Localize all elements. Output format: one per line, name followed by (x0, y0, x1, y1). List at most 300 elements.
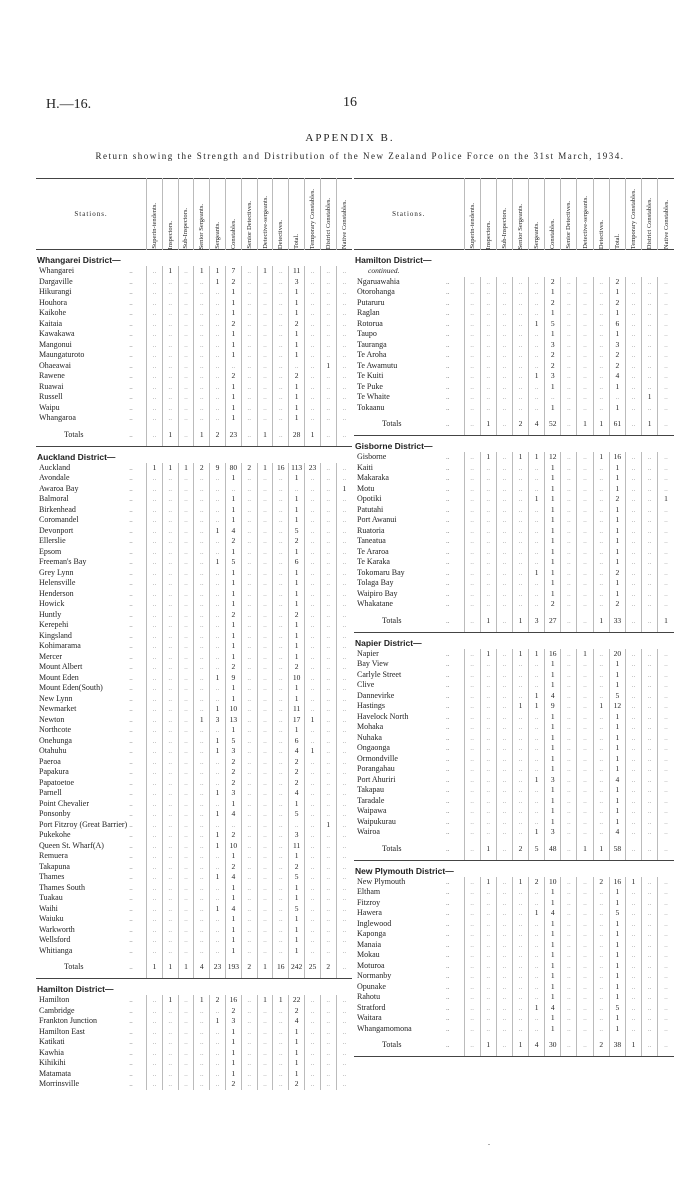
value-cell: .. (257, 830, 273, 841)
value-cell: .. (178, 652, 194, 663)
value-cell: 4 (225, 809, 241, 820)
value-cell: .. (178, 862, 194, 873)
value-cell: .. (273, 277, 289, 288)
value-cell: .. (658, 298, 674, 309)
value-cell: .. (147, 1058, 163, 1069)
value-cell: .. (257, 1006, 273, 1017)
value-cell: 1 (545, 515, 561, 526)
value-cell: .. (178, 809, 194, 820)
value-cell: .. (577, 494, 593, 505)
value-cell: .. (496, 929, 512, 940)
station-name: Taradale (357, 795, 385, 805)
table-row (354, 971, 674, 982)
value-cell: 242 (289, 956, 305, 979)
value-cell: .. (241, 662, 257, 673)
value-cell: .. (561, 340, 577, 351)
value-cell: .. (289, 484, 305, 495)
table-row (36, 662, 352, 673)
value-cell: .. (320, 392, 336, 403)
value-cell: .. (496, 712, 512, 723)
value-cell: .. (336, 946, 352, 957)
station-name: Ellerslie (39, 536, 66, 546)
value-cell: .. (305, 1016, 321, 1027)
leader-dots: .. (446, 681, 450, 690)
value-cell: .. (336, 956, 352, 979)
value-cell: 1 (289, 935, 305, 946)
table-row (36, 788, 352, 799)
value-cell: 1 (609, 743, 625, 754)
value-cell: .. (273, 872, 289, 883)
column-header (593, 179, 609, 250)
value-cell: .. (496, 277, 512, 288)
value-cell: .. (162, 319, 178, 330)
value-cell: .. (561, 371, 577, 382)
value-cell: .. (496, 403, 512, 414)
value-cell: .. (577, 950, 593, 961)
value-cell: 1 (225, 568, 241, 579)
value-cell: .. (658, 827, 674, 838)
table-row (36, 704, 352, 715)
value-cell: .. (593, 329, 609, 340)
value-cell: 1 (545, 806, 561, 817)
value-cell: .. (529, 1013, 545, 1024)
leader-dots: .. (129, 589, 133, 598)
value-cell: .. (257, 715, 273, 726)
value-cell: 1 (289, 893, 305, 904)
value-cell: 2 (225, 830, 241, 841)
station-name: Kaponga (357, 929, 386, 939)
value-cell: .. (178, 308, 194, 319)
value-cell: .. (593, 547, 609, 558)
value-cell: .. (464, 403, 480, 414)
value-cell: .. (577, 1034, 593, 1057)
value-cell: .. (257, 329, 273, 340)
value-cell: .. (241, 1027, 257, 1038)
value-cell: .. (162, 757, 178, 768)
column-header (609, 179, 625, 250)
value-cell: 1 (225, 1037, 241, 1048)
table-row (354, 515, 674, 526)
table-row (36, 568, 352, 579)
value-cell: .. (561, 610, 577, 633)
value-cell: .. (512, 971, 528, 982)
value-cell: .. (496, 722, 512, 733)
value-cell: .. (241, 925, 257, 936)
value-cell: 1 (162, 424, 178, 447)
value-cell: .. (273, 893, 289, 904)
value-cell: .. (241, 277, 257, 288)
value-cell: .. (561, 785, 577, 796)
value-cell: .. (642, 733, 658, 744)
station-name: Ponsonby (39, 809, 71, 819)
value-cell: .. (529, 817, 545, 828)
value-cell: .. (642, 817, 658, 828)
value-cell: .. (464, 691, 480, 702)
value-cell: .. (147, 599, 163, 610)
value-cell: .. (257, 371, 273, 382)
value-cell: 1 (210, 526, 226, 537)
table-row (36, 946, 352, 957)
value-cell: 2 (609, 298, 625, 309)
value-cell: .. (162, 547, 178, 558)
value-cell: .. (561, 382, 577, 393)
value-cell: .. (480, 308, 496, 319)
value-cell: .. (336, 1069, 352, 1080)
station-name: Freeman's Bay (39, 557, 87, 567)
leader-dots: .. (446, 484, 450, 493)
station-name: New Plymouth (357, 876, 406, 886)
table-row (36, 266, 352, 277)
value-cell: .. (642, 526, 658, 537)
table-row (36, 715, 352, 726)
value-cell: .. (512, 484, 528, 495)
table-row (36, 652, 352, 663)
value-cell: 1 (480, 877, 496, 888)
value-cell: .. (561, 887, 577, 898)
value-cell: .. (305, 547, 321, 558)
value-cell: 17 (289, 715, 305, 726)
value-cell: .. (147, 515, 163, 526)
value-cell: .. (178, 851, 194, 862)
value-cell: 2 (225, 662, 241, 673)
value-cell: 1 (545, 743, 561, 754)
value-cell: .. (257, 526, 273, 537)
value-cell: .. (658, 308, 674, 319)
value-cell: 80 (225, 463, 241, 474)
leader-dots: .. (446, 558, 450, 567)
value-cell: 1 (289, 599, 305, 610)
stations-header: Stations. (392, 210, 426, 218)
station-name: Hikurangi (39, 287, 72, 297)
value-cell: .. (305, 287, 321, 298)
value-cell: .. (496, 1013, 512, 1024)
value-cell: .. (241, 1058, 257, 1069)
value-cell: 1 (210, 557, 226, 568)
value-cell: .. (496, 526, 512, 537)
value-cell: .. (273, 403, 289, 414)
value-cell: .. (464, 898, 480, 909)
value-cell: 1 (609, 287, 625, 298)
value-cell: .. (464, 1013, 480, 1024)
value-cell: .. (658, 982, 674, 993)
table-row (354, 319, 674, 330)
value-cell: .. (480, 929, 496, 940)
value-cell: 4 (289, 746, 305, 757)
value-cell: .. (162, 413, 178, 424)
value-cell: .. (593, 589, 609, 600)
value-cell: .. (257, 599, 273, 610)
value-cell: 1 (609, 515, 625, 526)
value-cell: .. (593, 403, 609, 414)
value-cell: 2 (609, 350, 625, 361)
value-cell: .. (577, 536, 593, 547)
value-cell: .. (593, 908, 609, 919)
value-cell: .. (496, 908, 512, 919)
value-cell: .. (336, 862, 352, 873)
station-name: Stratford (357, 1002, 386, 1012)
district-name: Whangarei District— (37, 255, 121, 265)
value-cell: .. (162, 494, 178, 505)
value-cell: .. (162, 1016, 178, 1027)
value-cell: .. (658, 287, 674, 298)
value-cell: .. (625, 919, 641, 930)
value-cell: .. (561, 982, 577, 993)
station-name: Taupo (357, 329, 377, 339)
value-cell: .. (273, 851, 289, 862)
value-cell: .. (320, 568, 336, 579)
value-cell: .. (305, 371, 321, 382)
value-cell: .. (577, 992, 593, 1003)
value-cell: .. (147, 589, 163, 600)
value-cell: .. (178, 505, 194, 516)
value-cell: .. (194, 277, 210, 288)
leader-dots: .. (129, 382, 133, 391)
value-cell: .. (593, 754, 609, 765)
value-cell: .. (320, 893, 336, 904)
value-cell: .. (178, 568, 194, 579)
value-cell: .. (178, 935, 194, 946)
value-cell: .. (210, 862, 226, 873)
value-cell: .. (336, 893, 352, 904)
value-cell: .. (496, 887, 512, 898)
value-cell: 1 (225, 298, 241, 309)
value-cell: .. (658, 463, 674, 474)
value-cell: .. (561, 452, 577, 463)
value-cell: .. (241, 904, 257, 915)
station-name: Mohaka (357, 722, 384, 732)
value-cell: .. (320, 505, 336, 516)
table-row (354, 578, 674, 589)
value-cell: .. (194, 904, 210, 915)
value-cell: 2 (241, 956, 257, 979)
value-cell: .. (496, 733, 512, 744)
value-cell: 1 (642, 392, 658, 403)
value-cell: .. (273, 652, 289, 663)
station-name: Mount Eden(South) (39, 683, 103, 693)
value-cell: .. (162, 392, 178, 403)
value-cell: .. (480, 589, 496, 600)
station-name: Tolaga Bay (357, 578, 394, 588)
leader-dots: .. (129, 526, 133, 535)
value-cell: .. (257, 1058, 273, 1069)
value-cell: 1 (289, 694, 305, 705)
column-header (320, 179, 336, 250)
value-cell: .. (512, 722, 528, 733)
value-cell: .. (320, 778, 336, 789)
district-heading-row (354, 632, 674, 649)
value-cell: 1 (210, 809, 226, 820)
value-cell: .. (257, 809, 273, 820)
value-cell: .. (305, 683, 321, 694)
value-cell: .. (210, 893, 226, 904)
station-name: Napier (357, 648, 379, 658)
value-cell: .. (273, 820, 289, 831)
value-cell: .. (593, 382, 609, 393)
leader-dots: .. (129, 996, 133, 1005)
value-cell: .. (320, 1058, 336, 1069)
leader-dots: .. (446, 568, 450, 577)
value-cell: .. (320, 308, 336, 319)
value-cell: .. (625, 817, 641, 828)
value-cell: .. (273, 914, 289, 925)
value-cell: .. (593, 961, 609, 972)
table-row (354, 392, 674, 403)
value-cell: .. (577, 982, 593, 993)
value-cell: 1 (529, 827, 545, 838)
leader-dots: .. (129, 778, 133, 787)
value-cell: 2 (289, 767, 305, 778)
value-cell: .. (257, 1048, 273, 1059)
station-name: Tauranga (357, 339, 387, 349)
value-cell: .. (642, 691, 658, 702)
value-cell: 1 (609, 403, 625, 414)
leader-dots: .. (129, 288, 133, 297)
value-cell: 2 (289, 610, 305, 621)
value-cell: .. (336, 809, 352, 820)
value-cell: .. (512, 599, 528, 610)
value-cell: .. (210, 287, 226, 298)
leader-dots: .. (129, 757, 133, 766)
value-cell: .. (194, 1006, 210, 1017)
station-name: Tokomaru Bay (357, 567, 405, 577)
column-header (210, 179, 226, 250)
value-cell: .. (273, 505, 289, 516)
value-cell: 1 (577, 649, 593, 660)
value-cell: 9 (210, 463, 226, 474)
value-cell: 1 (225, 683, 241, 694)
value-cell: .. (273, 319, 289, 330)
value-cell: .. (642, 329, 658, 340)
value-cell: 6 (289, 557, 305, 568)
table-row (36, 841, 352, 852)
value-cell: .. (512, 1024, 528, 1035)
value-cell: 1 (545, 680, 561, 691)
table-row (354, 877, 674, 888)
value-cell: .. (305, 904, 321, 915)
value-cell: 1 (593, 610, 609, 633)
value-cell: 1 (225, 599, 241, 610)
value-cell: .. (273, 746, 289, 757)
value-cell: .. (561, 940, 577, 951)
value-cell: .. (257, 536, 273, 547)
table-row (354, 961, 674, 972)
value-cell: .. (512, 743, 528, 754)
value-cell: .. (658, 589, 674, 600)
value-cell: .. (257, 736, 273, 747)
station-name: Te Karaka (357, 557, 390, 567)
value-cell: .. (577, 589, 593, 600)
value-cell: .. (496, 796, 512, 807)
table-row (354, 775, 674, 786)
station-name: Queen St. Wharf(A) (39, 840, 104, 850)
station-name: Putaruru (357, 297, 385, 307)
value-cell: .. (512, 796, 528, 807)
table-row (36, 799, 352, 810)
value-cell: .. (178, 704, 194, 715)
value-cell: .. (336, 788, 352, 799)
value-cell: .. (512, 961, 528, 972)
value-cell: .. (577, 392, 593, 403)
value-cell: .. (336, 995, 352, 1006)
value-cell: .. (194, 319, 210, 330)
value-cell: .. (162, 883, 178, 894)
value-cell: .. (273, 424, 289, 447)
value-cell: .. (512, 827, 528, 838)
value-cell: .. (241, 505, 257, 516)
leader-dots: .. (446, 600, 450, 609)
station-name: Auckland (39, 462, 71, 472)
value-cell: .. (162, 694, 178, 705)
value-cell: 1 (625, 1034, 641, 1057)
value-cell: .. (210, 652, 226, 663)
station-name: Mokau (357, 950, 380, 960)
value-cell: .. (512, 371, 528, 382)
table-row (36, 725, 352, 736)
value-cell: .. (658, 361, 674, 372)
value-cell: 2 (225, 277, 241, 288)
value-cell: .. (658, 1024, 674, 1035)
value-cell: 1 (289, 308, 305, 319)
station-name: Pukekohe (39, 830, 71, 840)
value-cell: .. (273, 715, 289, 726)
value-cell: .. (642, 838, 658, 861)
value-cell: .. (625, 1003, 641, 1014)
value-cell: .. (464, 329, 480, 340)
value-cell: 1 (545, 536, 561, 547)
value-cell: .. (210, 610, 226, 621)
leader-dots: .. (446, 951, 450, 960)
value-cell: 2 (609, 361, 625, 372)
table-row (354, 806, 674, 817)
station-name: Birkenhead (39, 504, 76, 514)
value-cell: .. (320, 995, 336, 1006)
table-row (354, 287, 674, 298)
value-cell: 1 (289, 403, 305, 414)
station-name: Whangamomona (357, 1023, 412, 1033)
value-cell: .. (577, 929, 593, 940)
station-name: Morrinsville (39, 1079, 79, 1089)
value-cell: .. (480, 898, 496, 909)
value-cell: .. (464, 494, 480, 505)
value-cell: .. (147, 392, 163, 403)
value-cell: .. (273, 557, 289, 568)
column-header (273, 179, 289, 250)
station-name: Hawera (357, 908, 382, 918)
value-cell: 5 (289, 904, 305, 915)
value-cell: .. (241, 641, 257, 652)
value-cell: .. (577, 340, 593, 351)
value-cell: 1 (609, 940, 625, 951)
column-header-label: Native Constables. (340, 199, 348, 249)
station-name: Mount Albert (39, 662, 83, 672)
value-cell: .. (529, 929, 545, 940)
value-cell: .. (210, 536, 226, 547)
value-cell: .. (210, 413, 226, 424)
value-cell: .. (320, 830, 336, 841)
value-cell: .. (561, 817, 577, 828)
value-cell: .. (178, 746, 194, 757)
value-cell: 5 (609, 908, 625, 919)
value-cell: .. (241, 547, 257, 558)
value-cell: .. (210, 1006, 226, 1017)
station-name: Nuhaka (357, 732, 382, 742)
value-cell: .. (225, 484, 241, 495)
value-cell: .. (496, 743, 512, 754)
value-cell: .. (162, 350, 178, 361)
value-cell: .. (210, 547, 226, 558)
value-cell: .. (464, 308, 480, 319)
value-cell: 1 (289, 946, 305, 957)
